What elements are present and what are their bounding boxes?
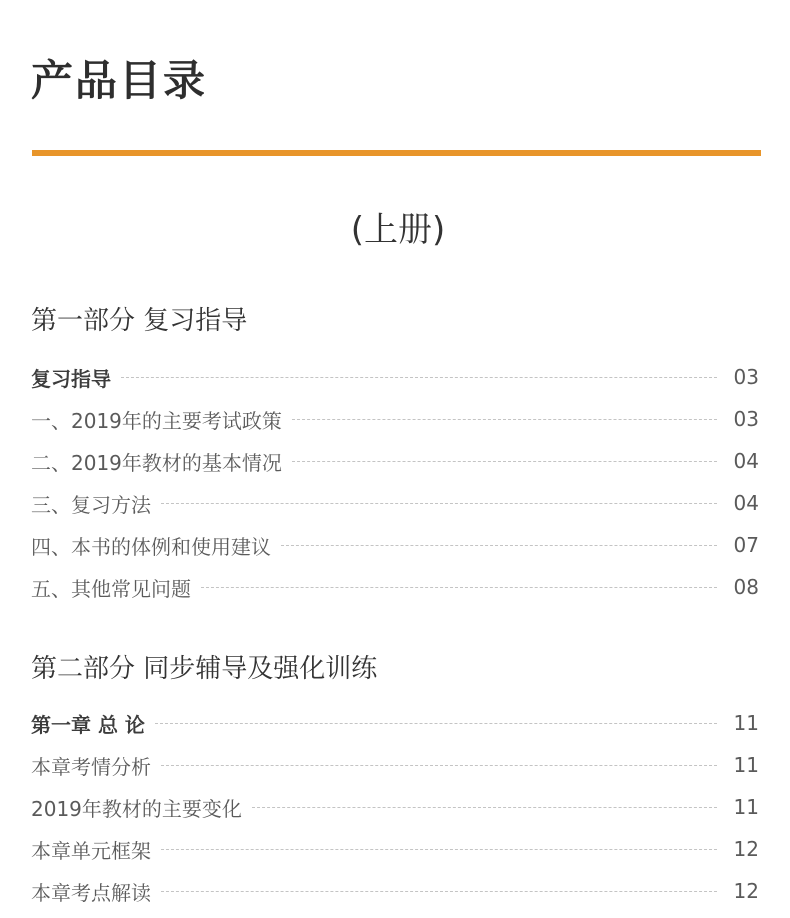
toc-list-part-1 xyxy=(31,356,759,608)
dotted-leader xyxy=(161,891,717,892)
part-heading-2: 第二部分 同步辅导及强化训练 xyxy=(31,654,378,684)
toc-entry-page: 03 xyxy=(733,365,759,389)
toc-entry[interactable] xyxy=(31,524,759,566)
toc-entry-page: 07 xyxy=(733,533,759,557)
toc-entry[interactable] xyxy=(31,702,759,744)
dotted-leader xyxy=(252,807,717,808)
toc-entry-page: 03 xyxy=(733,407,759,431)
toc-entry[interactable] xyxy=(31,566,759,608)
title-divider xyxy=(32,150,761,156)
dotted-leader xyxy=(121,377,717,378)
toc-entry-page: 12 xyxy=(733,879,759,903)
toc-entry[interactable] xyxy=(31,482,759,524)
dotted-leader xyxy=(161,765,717,766)
toc-entry-page: 12 xyxy=(733,837,759,861)
toc-entry[interactable] xyxy=(31,440,759,482)
toc-entry-page: 11 xyxy=(733,753,759,777)
toc-entry[interactable] xyxy=(31,398,759,440)
toc-entry-label: 第一章 总 论 xyxy=(31,712,145,737)
dotted-leader xyxy=(161,849,717,850)
toc-entry-page: 04 xyxy=(733,449,759,473)
toc-entry-page: 04 xyxy=(733,491,759,515)
toc-entry[interactable] xyxy=(31,828,759,870)
toc-entry-label: 二、2019年教材的基本情况 xyxy=(31,450,282,475)
toc-entry-page: 11 xyxy=(733,795,759,819)
toc-entry-label: 2019年教材的主要变化 xyxy=(31,796,242,821)
volume-title: (上册) xyxy=(350,210,446,250)
toc-entry-page: 11 xyxy=(733,711,759,735)
toc-entry[interactable] xyxy=(31,744,759,786)
dotted-leader xyxy=(292,419,717,420)
toc-entry[interactable] xyxy=(31,786,759,828)
dotted-leader xyxy=(292,461,717,462)
toc-entry-label: 本章考情分析 xyxy=(31,754,151,779)
toc-entry-label: 三、复习方法 xyxy=(31,492,151,517)
dotted-leader xyxy=(201,587,717,588)
dotted-leader xyxy=(155,723,717,724)
part-heading-1: 第一部分 复习指导 xyxy=(31,306,248,336)
dotted-leader xyxy=(161,503,717,504)
page-title: 产品目录 xyxy=(31,56,208,105)
toc-entry-page: 08 xyxy=(733,575,759,599)
toc-entry-label: 一、2019年的主要考试政策 xyxy=(31,408,282,433)
toc-entry[interactable] xyxy=(31,356,759,398)
dotted-leader xyxy=(281,545,717,546)
toc-entry-label: 本章考点解读 xyxy=(31,880,151,905)
toc-entry-label: 本章单元框架 xyxy=(31,838,151,863)
toc-entry-label: 复习指导 xyxy=(31,366,111,391)
toc-entry-label: 五、其他常见问题 xyxy=(31,576,191,601)
toc-list-part-2 xyxy=(31,702,759,912)
toc-entry[interactable] xyxy=(31,870,759,912)
toc-entry-label: 四、本书的体例和使用建议 xyxy=(31,534,271,559)
